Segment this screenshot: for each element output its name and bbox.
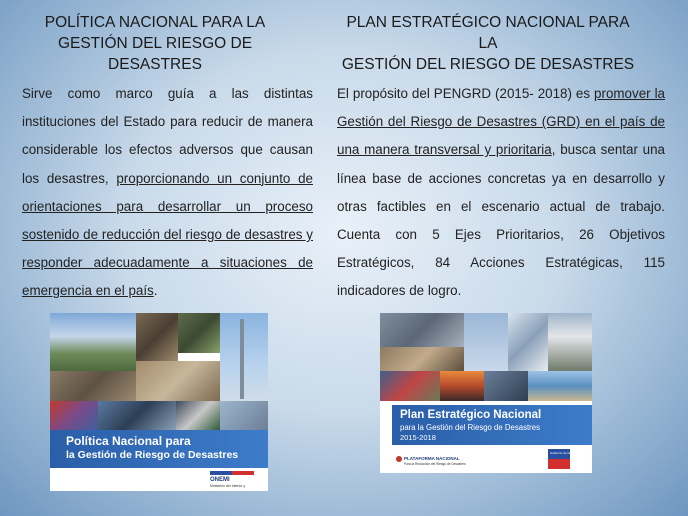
plataforma-logo-icon (396, 456, 402, 462)
cover-photo-coast (528, 371, 592, 401)
plan-title-line1: Plan Estratégico Nacional (400, 409, 542, 421)
plan-title-line2: para la Gestión del Riesgo de Desastres (400, 423, 540, 432)
left-description (22, 80, 313, 306)
cover-title-band (50, 430, 268, 468)
right-desc-text2: , busca sentar una línea base de acciones concretas ya en desarrollo y otras factibles en el escenario actual de trabajo. Cuenta con 5 Ejes Prioritarios, 26 Objetivos Estratégicos, 84 Acciones Estratégicas, 115 indicadores de logro. (337, 142, 665, 299)
plan-title-band (392, 405, 592, 445)
left-desc-underlined: proporcionando un conjunto de orientaciones para desarrollar un proceso sostenido de reducción del riesgo de desastres y responder adecuadamente a situaciones de emergencia en el país (22, 170, 313, 299)
cover-photo-flood (136, 361, 220, 401)
politica-nacional-cover (50, 313, 268, 491)
cover-photo-debris (380, 347, 464, 371)
right-title-line2: GESTIÓN DEL RIESGO DE DESASTRES (341, 56, 635, 73)
left-title-line1: POLÍTICA NACIONAL PARA LA (44, 14, 266, 31)
cover-photo-meeting (98, 401, 176, 430)
gobierno-chile-text: Gobierno de Chile (550, 451, 575, 455)
cover-photo-sunset (440, 371, 484, 401)
cover-photo-volcano (548, 313, 592, 371)
onemi-logo-text: ONEMI (210, 477, 230, 483)
cover-title-line2: la Gestión de Riesgo de Desastres (66, 449, 239, 461)
right-description (337, 80, 665, 306)
cover-photo-truck (178, 313, 220, 353)
cover-photo-ice (508, 313, 548, 371)
plataforma-logo-text: PLATAFORMA NACIONAL (404, 456, 460, 461)
cover-photo-officials (176, 401, 220, 430)
right-desc-text1: El propósito del PENGRD (2015- 2018) es (337, 86, 595, 101)
onemi-logo-sub1: Ministerio del Interior y (210, 484, 246, 488)
cover-photo-control-room (220, 401, 268, 430)
cover-photo-ruins (136, 313, 178, 361)
left-desc-text1: Sirve como marco guía a las distintas instituciones del Estado para reducir de manera considerable los efectos adversos que causan los desastres, (22, 86, 313, 186)
cover-title-line1: Política Nacional para (66, 434, 191, 448)
cover-photo-people (50, 401, 98, 430)
plan-estrategico-cover (380, 313, 592, 473)
cover-photo-mountains (50, 313, 136, 371)
right-section-title (338, 12, 638, 75)
cover-photo-crowd (380, 371, 440, 401)
left-title-line2: GESTIÓN DEL RIESGO DE DESASTRES (57, 35, 253, 73)
plan-title-years: 2015-2018 (400, 433, 436, 442)
plataforma-logo-sub: Para la Reducción del Riesgo de Desastres (404, 462, 466, 466)
cover-tower-icon (240, 319, 244, 399)
onemi-logo (210, 471, 254, 475)
cover-photo-tower (220, 313, 268, 401)
cover-photo-antenna (464, 313, 508, 371)
left-section-title (10, 12, 300, 75)
cover-photo-rubble (50, 371, 136, 401)
left-desc-text2: . (153, 283, 158, 299)
cover-photo-city (380, 313, 464, 347)
right-title-line1: PLAN ESTRATÉGICO NACIONAL PARA LA (346, 14, 630, 52)
cover-photo-storm (484, 371, 528, 401)
right-desc-underlined: promover la Gestión del Riesgo de Desastres (GRD) en el país de una manera transversal y prioritaria (337, 86, 665, 158)
